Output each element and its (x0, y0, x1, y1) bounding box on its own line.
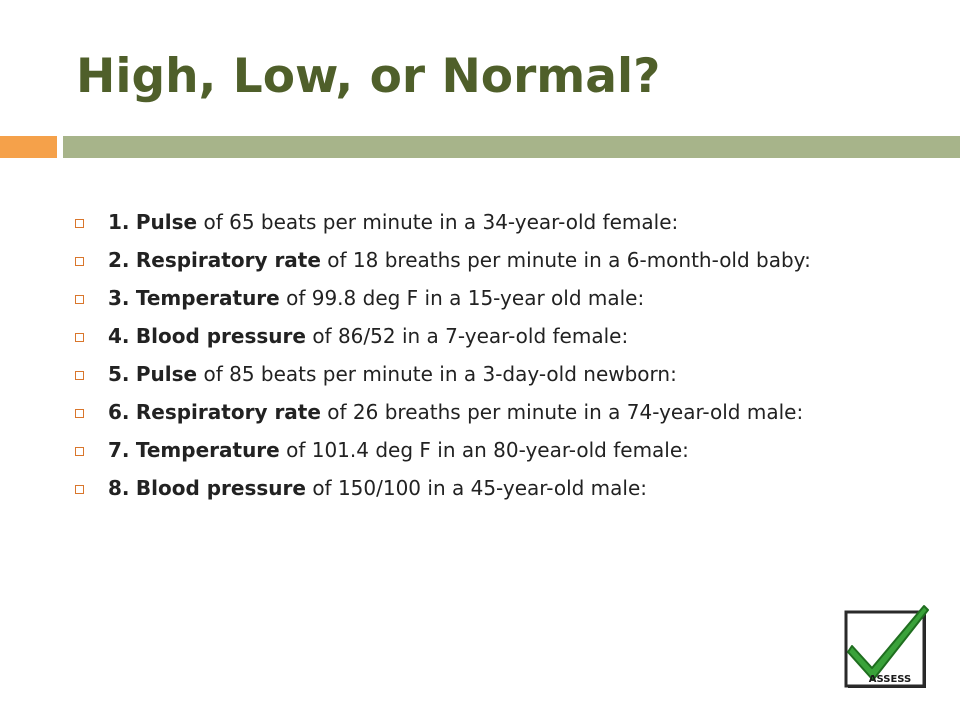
item-number: 4. (108, 324, 130, 348)
square-bullet-icon (75, 295, 84, 304)
item-term: Respiratory rate (135, 248, 321, 272)
square-bullet-icon (75, 409, 84, 418)
item-term: Blood pressure (135, 476, 306, 500)
title-underline-bar (63, 136, 960, 158)
list-item (75, 286, 815, 311)
list-item (75, 248, 815, 273)
item-number: 1. (108, 210, 130, 234)
item-number: 8. (108, 476, 130, 500)
item-text: of 150/100 in a 45-year-old male: (312, 476, 648, 500)
square-bullet-icon (75, 333, 84, 342)
item-text: of 86/52 in a 7-year-old female: (312, 324, 629, 348)
square-bullet-icon (75, 371, 84, 380)
item-number: 7. (108, 438, 130, 462)
list-item (75, 324, 815, 349)
assess-label: ASSESS (868, 674, 912, 685)
slide-title: High, Low, or Normal? (76, 49, 661, 104)
list-item (75, 210, 815, 235)
item-text: of 99.8 deg F in a 15-year old male: (286, 286, 645, 310)
item-number: 5. (108, 362, 130, 386)
list-item (75, 362, 815, 387)
item-text: of 101.4 deg F in an 80-year-old female: (286, 438, 689, 462)
square-bullet-icon (75, 219, 84, 228)
item-text: of 65 beats per minute in a 34-year-old female: (203, 210, 679, 234)
square-bullet-icon (75, 447, 84, 456)
item-term: Respiratory rate (135, 400, 321, 424)
item-number: 2. (108, 248, 130, 272)
square-bullet-icon (75, 485, 84, 494)
item-text: of 18 breaths per minute in a 6-month-old baby: (327, 248, 811, 272)
item-number: 6. (108, 400, 130, 424)
list-item (75, 438, 815, 463)
title-accent-bar (0, 136, 57, 158)
list-item (75, 400, 815, 425)
item-text: of 85 beats per minute in a 3-day-old newborn: (203, 362, 677, 386)
item-term: Blood pressure (135, 324, 306, 348)
item-term: Pulse (135, 210, 198, 234)
assess-badge (838, 600, 930, 692)
item-term: Temperature (135, 286, 280, 310)
item-term: Temperature (135, 438, 280, 462)
square-bullet-icon (75, 257, 84, 266)
question-list (75, 210, 815, 501)
item-text: of 26 breaths per minute in a 74-year-old male: (327, 400, 804, 424)
item-term: Pulse (135, 362, 198, 386)
item-number: 3. (108, 286, 130, 310)
list-item (75, 476, 815, 501)
